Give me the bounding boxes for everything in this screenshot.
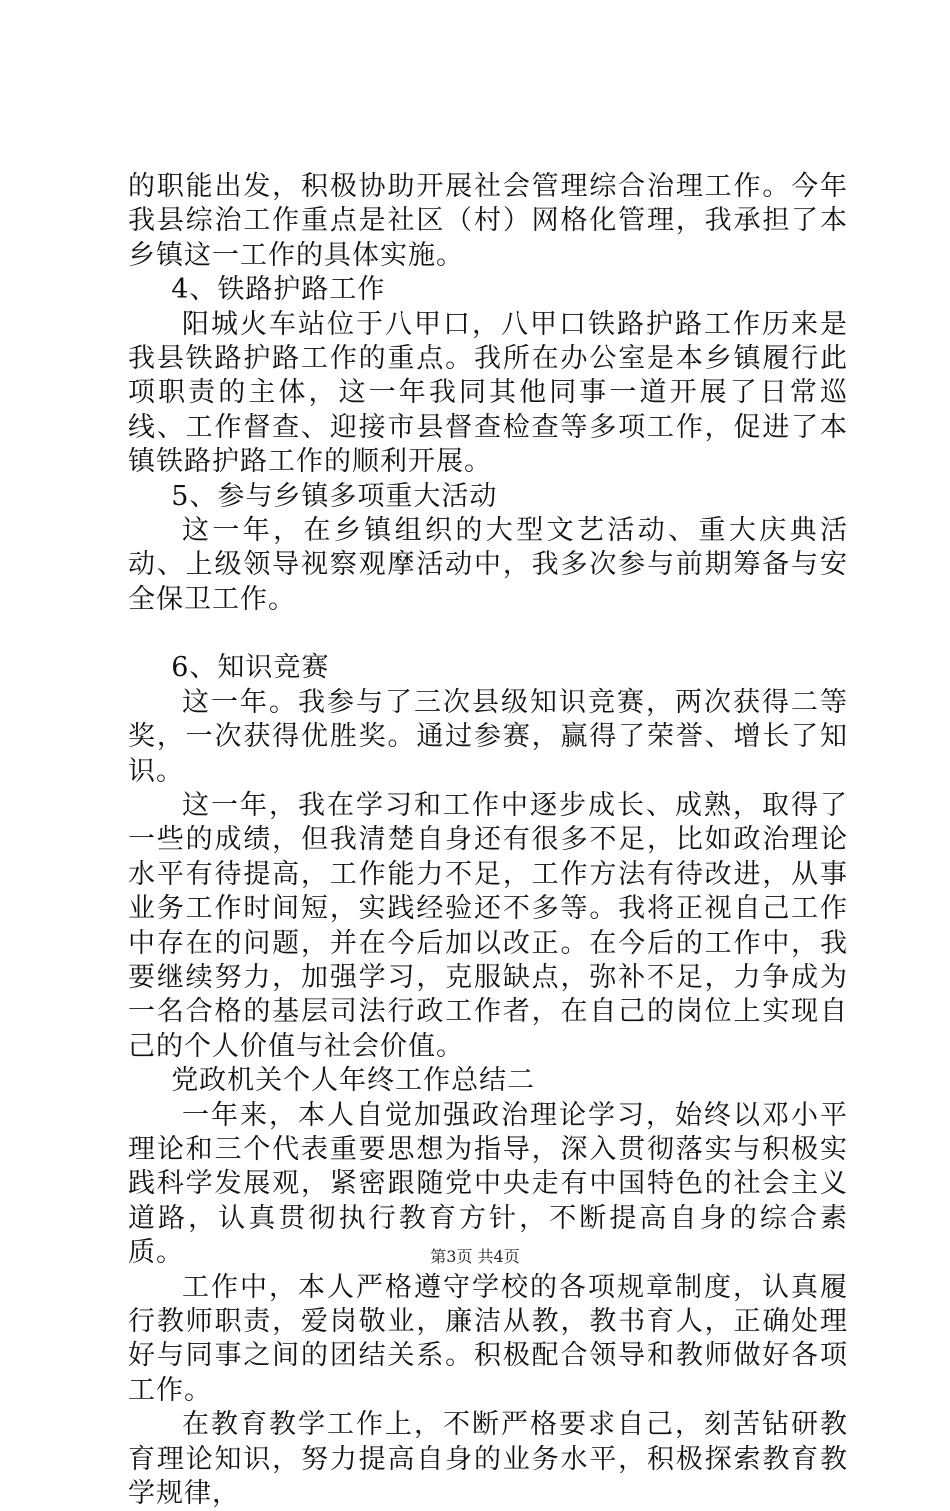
document-body <box>128 170 848 1511</box>
paragraph-summary: 这一年，我在学习和工作中逐步成长、成熟，取得了一些的成绩，但我清楚自身还有很多不足，比如政治理论水平有待提高，工作能力不足，工作方法有待改进，从事业务工作时间短，实践经验还不多等。我将正视自己工作中存在的问题，并在今后加以改正。在今后的工作中，我要继续努力，加强学习，克服缺点，弥补不足，力争成为一名合格的基层司法行政工作者，在自己的岗位上实现自己的个人价值与社会价值。 <box>128 789 848 1062</box>
paragraph-activities: 这一年，在乡镇组织的大型文艺活动、重大庆典活动、上级领导视察观摩活动中，我多次参与前期筹备与安全保卫工作。 <box>128 515 848 615</box>
section-heading-activities: 5、参与乡镇多项重大活动 <box>171 480 498 512</box>
paragraph-work: 工作中，本人严格遵守学校的各项规章制度，认真履行教师职责，爱岗敬业，廉洁从教，教书育人，正确处理好与同事之间的团结关系。积极配合领导和教师做好各项工作。 <box>128 1271 848 1406</box>
section-heading-summary-two: 党政机关个人年终工作总结二 <box>171 1065 536 1097</box>
paragraph-continued: 的职能出发，积极协助开展社会管理综合治理工作。今年我县综治工作重点是社区（村）网格化管理，我承担了本乡镇这一工作的具体实施。 <box>128 171 848 271</box>
blank-line <box>128 617 848 651</box>
paragraph-teaching: 在教育教学工作上，不断严格要求自己，刻苦钻研教育理论知识，努力提高自身的业务水平，积极探索教育教学规律， <box>128 1409 848 1510</box>
paragraph-theory: 一年来，本人自觉加强政治理论学习，始终以邓小平理论和三个代表重要思想为指导，深入贯彻落实与积极实践科学发展观，紧密跟随党中央走有中国特色的社会主义道路，认真贯彻执行教育方针，不断提高自身的综合素质。 <box>128 1099 848 1269</box>
section-heading-contest: 6、知识竞赛 <box>171 652 330 684</box>
section-heading-railway: 4、铁路护路工作 <box>171 274 386 306</box>
page-footer: 第3页 共4页 <box>430 1247 520 1266</box>
paragraph-contest: 这一年。我参与了三次县级知识竞赛，两次获得二等奖，一次获得优胜奖。通过参赛，赢得了荣誉、增长了知识。 <box>128 686 848 787</box>
paragraph-railway: 阳城火车站位于八甲口，八甲口铁路护路工作历来是我县铁路护路工作的重点。我所在办公室是本乡镇履行此项职责的主体，这一年我同其他同事一道开展了日常巡线、工作督查、迎接市县督查检查等多项工作，促进了本镇铁路护路工作的顺利开展。 <box>128 308 848 478</box>
